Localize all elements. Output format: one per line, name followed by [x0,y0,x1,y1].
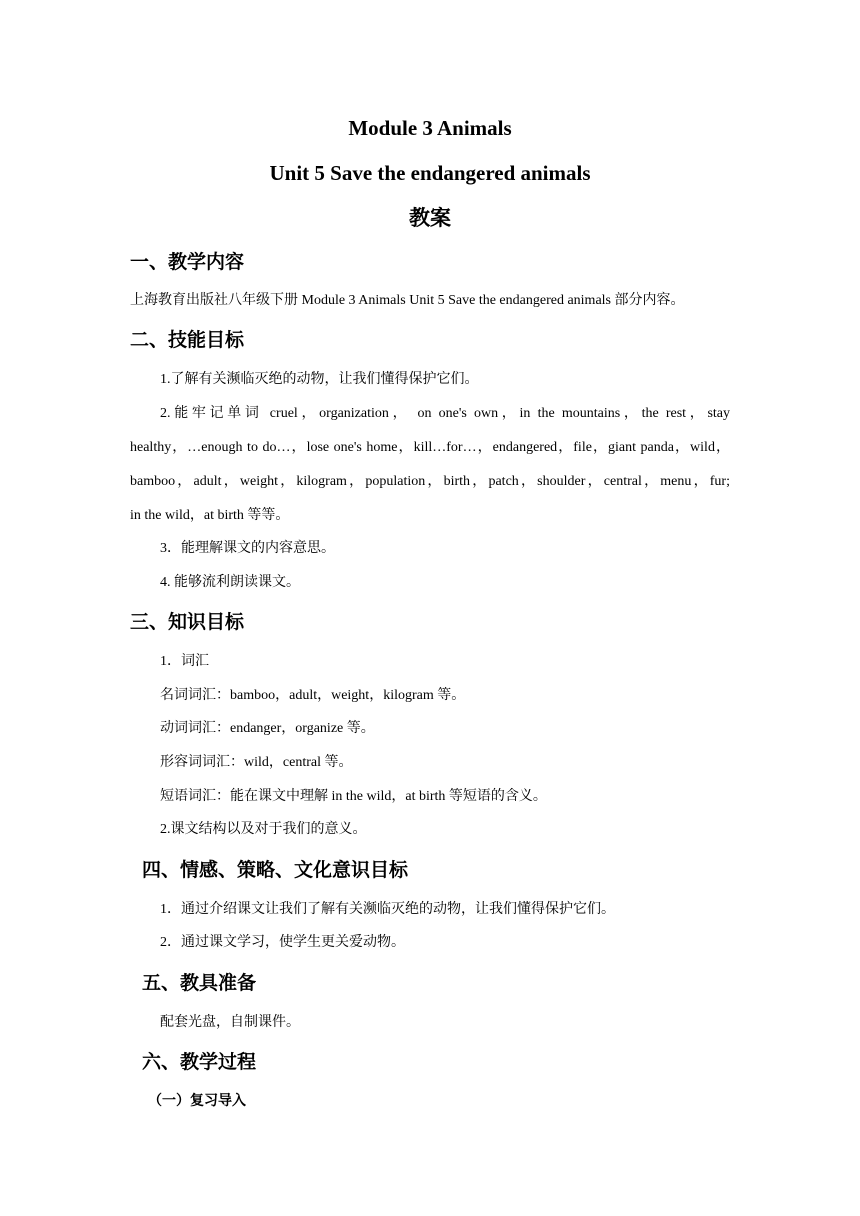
knowledge-item-1: 1．词汇 [160,654,209,669]
title-lesson-plan: 教案 [409,206,451,230]
knowledge-verbs: 动词词汇：endanger，organize 等。 [160,721,375,736]
skill-item-2-line-2: healthy，…enough to do…，lose one's home，kill…for…，endangered，file，giant panda，wild， [130,440,730,455]
affective-item-1: 1．通过介绍课文让我们了解有关濒临灭绝的动物，让我们懂得保护它们。 [160,902,615,917]
skill-item-2-line-4: in the wild，at birth 等等。 [130,508,290,523]
section-heading-materials: 五、教具准备 [142,973,257,994]
materials-text: 配套光盘，自制课件。 [160,1015,300,1030]
knowledge-phrases: 短语词汇：能在课文中理解 in the wild，at birth 等短语的含义。 [160,789,547,804]
process-subheading-review: （一）复习导入 [148,1094,246,1109]
skill-item-2-line-1: 2.能牢记单词 cruel，organization， on one's own，in the mountains，the rest，stay [160,406,730,421]
section-heading-process: 六、教学过程 [142,1052,257,1073]
skill-item-2-line-3: bamboo，adult，weight，kilogram，population，birth，patch，shoulder，central，menu，fur; [130,474,730,489]
skill-item-4: 4. 能够流利朗读课文。 [160,575,300,590]
section-heading-content: 一、教学内容 [130,252,245,273]
knowledge-item-2: 2.课文结构以及对于我们的意义。 [160,822,367,837]
skill-item-1: 1.了解有关濒临灭绝的动物，让我们懂得保护它们。 [160,372,479,387]
knowledge-adjectives: 形容词词汇：wild，central 等。 [160,755,353,770]
title-unit: Unit 5 Save the endangered animals [269,161,591,185]
title-module: Module 3 Animals [348,116,512,140]
section-content-text: 上海教育出版社八年级下册 Module 3 Animals Unit 5 Save the endangered animals 部分内容。 [130,293,685,308]
knowledge-nouns: 名词词汇：bamboo，adult，weight，kilogram 等。 [160,688,466,703]
section-heading-knowledge: 三、知识目标 [130,612,245,633]
section-heading-affective: 四、情感、策略、文化意识目标 [142,860,409,881]
skill-item-3: 3．能理解课文的内容意思。 [160,541,335,556]
section-heading-skills: 二、技能目标 [130,330,245,351]
affective-item-2: 2．通过课文学习，使学生更关爱动物。 [160,935,405,950]
